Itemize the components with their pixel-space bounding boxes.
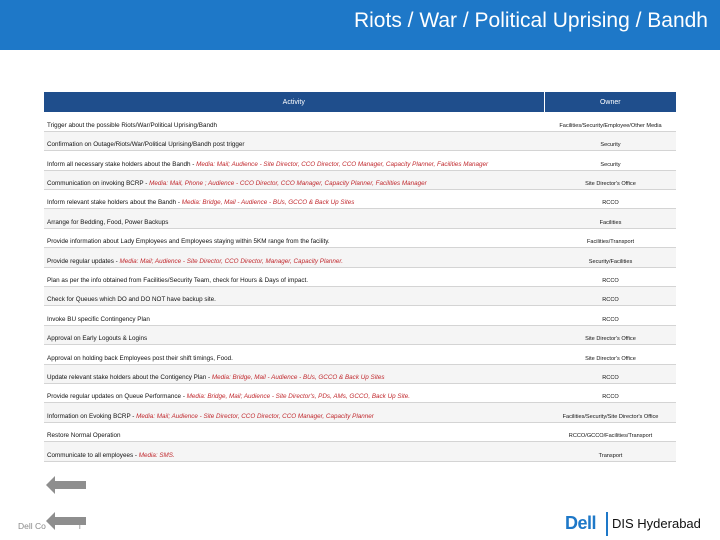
activity-cell bbox=[44, 248, 544, 267]
media-audience-text: Media: Bridge, Mail - Audience - BUs, GCCO & Back Up Sites bbox=[211, 373, 385, 381]
table-row bbox=[44, 170, 676, 189]
activity-text: Trigger about the possible Riots/War/Political Uprising/Bandh bbox=[47, 121, 217, 129]
table-row bbox=[44, 442, 676, 461]
activity-text: Plan as per the info obtained from Facilities/Security Team, check for Hours & Days of impact. bbox=[47, 277, 308, 285]
owner-cell: RCCO bbox=[544, 287, 676, 306]
table-row bbox=[44, 151, 676, 170]
footer-confidential-tail: l bbox=[78, 521, 81, 531]
activity-cell bbox=[44, 112, 544, 131]
table-row bbox=[44, 306, 676, 325]
activity-cell bbox=[44, 345, 544, 364]
back-arrow-icon[interactable] bbox=[46, 512, 86, 530]
activity-cell bbox=[44, 267, 544, 286]
table-row bbox=[44, 422, 676, 441]
activity-cell bbox=[44, 190, 544, 209]
owner-cell: Facilities/Transport bbox=[544, 228, 676, 247]
table-row bbox=[44, 383, 676, 402]
owner-cell: Facilities/Security/Employee/Other Media bbox=[544, 112, 676, 131]
activity-text: Check for Queues which DO and DO NOT have backup site. bbox=[47, 296, 216, 304]
media-audience-text: Media: Bridge, Mail - Audience - BUs, GCCO & Back Up Sites bbox=[181, 199, 355, 207]
owner-cell: RCCO bbox=[544, 190, 676, 209]
media-audience-text: Media: Bridge, Mail; Audience - Site Director's, PDs, AMs, GCCO, Back Up Site. bbox=[186, 393, 410, 401]
activity-cell bbox=[44, 209, 544, 228]
owner-cell: Transport bbox=[544, 442, 676, 461]
activity-cell bbox=[44, 364, 544, 383]
owner-column-header: Owner bbox=[544, 92, 676, 112]
owner-cell: RCCO bbox=[544, 364, 676, 383]
owner-cell: Site Director's Office bbox=[544, 345, 676, 364]
table-row bbox=[44, 287, 676, 306]
table-row bbox=[44, 345, 676, 364]
media-audience-text: Media: Mail; Audience - Site Director, CCO Director, CCO Manager, Capacity Planner bbox=[136, 412, 374, 420]
activity-text: Provide regular updates - bbox=[47, 257, 120, 265]
activity-text: Communicate to all employees - bbox=[47, 451, 139, 459]
owner-cell: RCCO bbox=[544, 267, 676, 286]
activity-cell bbox=[44, 422, 544, 441]
activity-text: Restore Normal Operation bbox=[47, 432, 121, 440]
owner-cell: Site Director's Office bbox=[544, 325, 676, 344]
activity-text: Arrange for Bedding, Food, Power Backups bbox=[47, 218, 169, 226]
media-audience-text: Media: Mail; Audience - Site Director, CCO Director, Manager, Capacity Planner. bbox=[119, 257, 343, 265]
table-row bbox=[44, 131, 676, 150]
activity-cell bbox=[44, 306, 544, 325]
footer-confidential-text: Dell Co bbox=[18, 521, 46, 531]
activity-text: Update relevant stake holders about the Contigency Plan - bbox=[47, 373, 212, 381]
dell-logo: Dell bbox=[565, 513, 597, 533]
table-row bbox=[44, 364, 676, 383]
activity-cell bbox=[44, 131, 544, 150]
activity-cell bbox=[44, 325, 544, 344]
activity-column-header: Activity bbox=[44, 92, 544, 112]
bcp-activity-table bbox=[44, 92, 676, 462]
activity-text: Inform relevant stake holders about the Bandh - bbox=[47, 199, 182, 207]
activity-cell bbox=[44, 287, 544, 306]
slide-title: Riots / War / Political Uprising / Bandh bbox=[353, 9, 708, 32]
owner-cell: Site Director's Office bbox=[544, 170, 676, 189]
activity-text: Invoke BU specific Contingency Plan bbox=[47, 315, 150, 323]
back-arrow-icon[interactable] bbox=[46, 476, 86, 494]
owner-cell: RCCO bbox=[544, 306, 676, 325]
table-row bbox=[44, 209, 676, 228]
table-row bbox=[44, 403, 676, 422]
activity-cell bbox=[44, 383, 544, 402]
media-audience-text: Media: Mail; Audience - Site Director, CCO Director, CCO Manager, Capacity Planner, Facilities Manager bbox=[196, 160, 489, 168]
owner-cell: Security bbox=[544, 131, 676, 150]
table-body bbox=[44, 112, 676, 461]
owner-cell: Security/Facilities bbox=[544, 248, 676, 267]
owner-cell: Facilities/Security/Site Director's Office bbox=[544, 403, 676, 422]
activity-text: Communication on invoking BCRP - bbox=[47, 180, 150, 188]
activity-text: Approval on Early Logouts & Logins bbox=[47, 335, 148, 343]
table-row bbox=[44, 228, 676, 247]
title-bar bbox=[0, 0, 720, 50]
logo-divider bbox=[606, 512, 608, 536]
activity-text: Information on Evoking BCRP - bbox=[47, 412, 137, 420]
activity-text: Confirmation on Outage/Riots/War/Political Uprising/Bandh post trigger bbox=[47, 141, 245, 149]
owner-cell: RCCO bbox=[544, 383, 676, 402]
activity-cell bbox=[44, 170, 544, 189]
activity-text: Provide regular updates on Queue Performance - bbox=[47, 393, 187, 401]
owner-cell: Security bbox=[544, 151, 676, 170]
owner-cell: RCCO/GCCO/Facilities/Transport bbox=[544, 422, 676, 441]
activity-cell bbox=[44, 403, 544, 422]
activity-text: Inform all necessary stake holders about the Bandh - bbox=[47, 160, 197, 168]
activity-text: Approval on holding back Employees post their shift timings, Food. bbox=[47, 354, 233, 362]
table-header-row bbox=[44, 92, 676, 112]
footer-branding bbox=[565, 512, 715, 536]
activity-cell bbox=[44, 442, 544, 461]
table-row bbox=[44, 248, 676, 267]
media-audience-text: Media: SMS. bbox=[138, 451, 175, 459]
table-row bbox=[44, 112, 676, 131]
table-row bbox=[44, 190, 676, 209]
media-audience-text: Media: Mail, Phone ; Audience - CCO Director, CCO Manager, Capacity Planner, Facilities Manager bbox=[149, 180, 427, 188]
owner-cell: Facilities bbox=[544, 209, 676, 228]
site-name: DIS Hyderabad bbox=[612, 516, 701, 531]
activity-text: Provide information about Lady Employees and Employees staying within 5KM range from the facility. bbox=[47, 238, 330, 246]
activity-cell bbox=[44, 151, 544, 170]
activity-cell bbox=[44, 228, 544, 247]
table-row bbox=[44, 267, 676, 286]
table-row bbox=[44, 325, 676, 344]
